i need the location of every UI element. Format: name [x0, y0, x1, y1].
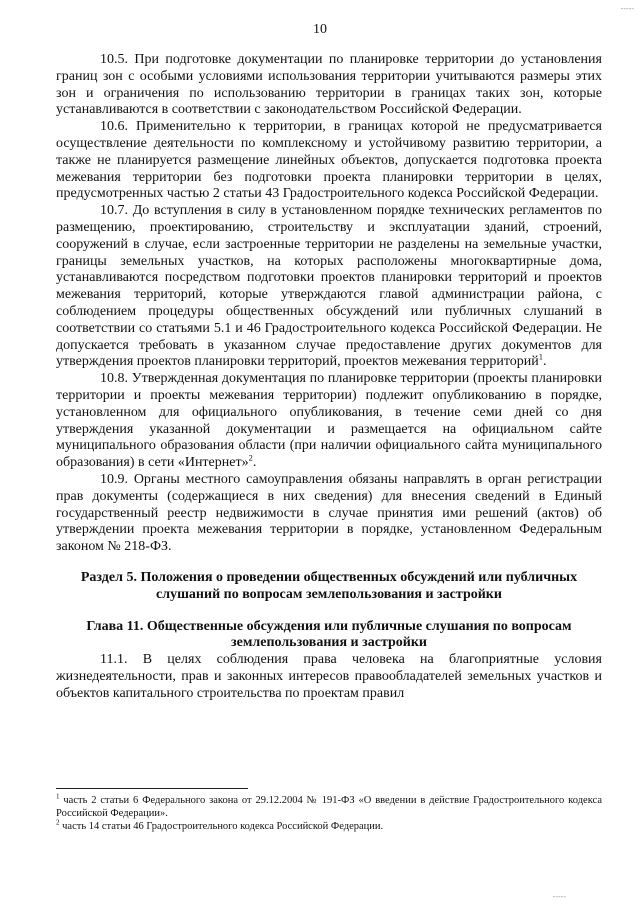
- paragraph-10-8-tail: .: [252, 455, 257, 471]
- paragraph-10-6: 10.6. Применительно к территории, в границах которой не предусматривается осуществление деятельности по комплексному и устойчивому развитию территории, а также не планируется размещение линейных объектов, допускается подготовка проекта межевания территории без подготовки проекта планировки территории в целях, предусмотренных частью 2 статьи 43 Градостроительного кодекса Российской Федерации.: [56, 119, 602, 202]
- footnotes: [56, 794, 602, 833]
- footnote-1-text: часть 2 статьи 6 Федерального закона от 29.12.2004 № 191-ФЗ «О введении в действие Градостроительного кодекса Российской Федерации».: [56, 795, 602, 819]
- footnote-mark-1: 1: [56, 792, 60, 801]
- paragraph-10-7-tail: .: [543, 354, 547, 370]
- paragraph-10-7-text: 10.7. До вступления в силу в установленном порядке технических регламентов по размещению, проектированию, строительству и эксплуатации зданий, строений, сооружений в случае, если застроенные территории не разделены на земельные участки, границы земельных участков, на которых расположены многоквартирные дома, устанавливаются посредством подготовки проектов планировки территорий и проектов межевания территорий, которые утверждаются главой администрации района, с соблюдением процедуры общественных обсуждений или публичных слушаний в соответствии со статьями 5.1 и 46 Градостроительного кодекса Российской Федерации. Не допускается требовать в указанном случае предоставление других документов для утверждения проектов планировки территорий, проектов межевания территорий: [56, 203, 602, 370]
- paragraph-10-9: 10.9. Органы местного самоуправления обязаны направлять в орган регистрации прав документы (содержащиеся в них сведения) для внесения сведений в Единый государственный реестр недвижимости в случае принятия ими решений (актов) об утверждении проекта межевания территории в порядке, установленном Федеральным законом № 218-ФЗ.: [56, 471, 602, 555]
- footnote-2: [56, 820, 602, 833]
- paragraph-10-5: 10.5. При подготовке документации по планировке территории до установления границ зон с особыми условиями использования территории учитываются размеры этих зон и ограничения по использованию территории в границах таких зон, которые устанавливаются в соответствии с законодательством Российской Федерации.: [56, 52, 602, 118]
- paragraph-10-8: [56, 371, 602, 472]
- footnote-separator: [56, 788, 248, 789]
- scan-corner-mark-bottom: -----: [552, 892, 566, 901]
- page-number: 10: [313, 22, 327, 37]
- paragraph-10-8-text: 10.8. Утвержденная документация по планировке территории (проекты планировки территории и проекты межевания территории) подлежит опубликованию в порядке, установленном для официального опубликования, в течение семи дней со дня утверждения указанной документации и размещается на официальном сайте муниципального образования области (при наличии официального сайта муниципального образования) в сети «Интернет»: [56, 371, 602, 471]
- scan-corner-mark: -----: [620, 4, 634, 13]
- footnote-ref-2: 2: [248, 452, 253, 463]
- chapter-heading: Глава 11. Общественные обсуждения или публичные слушания по вопросам землепользования и застройки: [86, 618, 572, 651]
- footnote-2-text: часть 14 статьи 46 Градостроительного кодекса Российской Федерации.: [59, 821, 384, 832]
- paragraph-10-7: [56, 203, 602, 371]
- footnote-mark-2: 2: [56, 818, 60, 827]
- footnote-1: [56, 794, 602, 820]
- section-heading: Раздел 5. Положения о проведении общественных обсуждений или публичных слушаний по вопросам землепользования и застройки: [80, 569, 578, 602]
- paragraph-11-1: 11.1. В целях соблюдения права человека на благоприятные условия жизнедеятельности, прав и законных интересов правообладателей земельных участков и объектов капитального строительства по проектам правил: [56, 652, 602, 701]
- footnote-ref-1: 1: [538, 351, 544, 362]
- body-text: [56, 52, 602, 702]
